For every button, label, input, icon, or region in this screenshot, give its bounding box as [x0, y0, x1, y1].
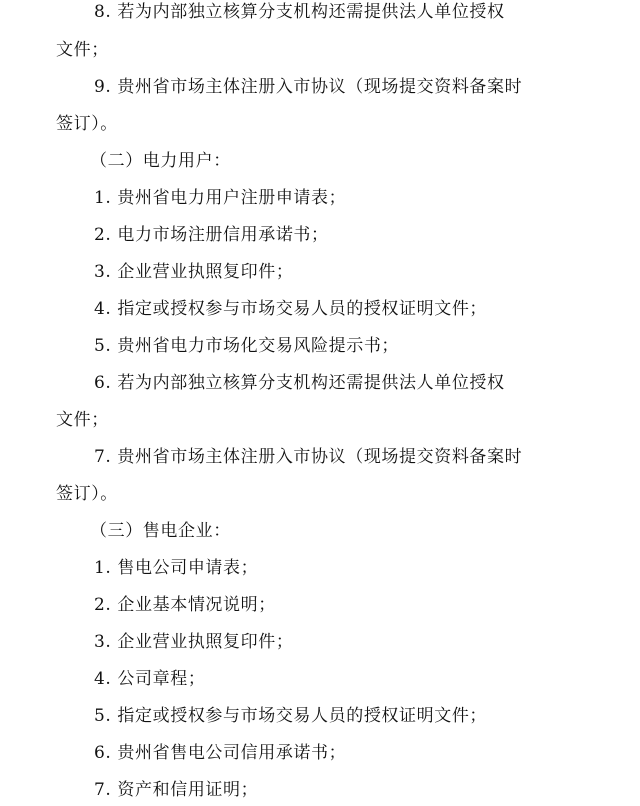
text-line: 6. 贵州省售电公司信用承诺书； [94, 743, 347, 763]
text-line: 5. 贵州省电力市场化交易风险提示书； [94, 336, 400, 356]
text-line: 2. 电力市场注册信用承诺书； [94, 225, 329, 245]
text-line: 6. 若为内部独立核算分支机构还需提供法人单位授权 [94, 373, 505, 393]
text-line: 4. 指定或授权参与市场交易人员的授权证明文件； [94, 299, 488, 319]
text-line: 2. 企业基本情况说明； [94, 595, 276, 615]
text-line: 7. 资产和信用证明； [94, 780, 259, 800]
text-line: 1. 贵州省电力用户注册申请表； [94, 188, 347, 208]
section-heading: （二）电力用户： [90, 151, 231, 171]
text-line: 3. 企业营业执照复印件； [94, 632, 294, 652]
text-line: 1. 售电公司申请表； [94, 558, 259, 578]
text-line: 签订）。 [56, 484, 118, 504]
text-line: 3. 企业营业执照复印件； [94, 262, 294, 282]
text-line: 签订）。 [56, 114, 118, 134]
text-line: 文件； [56, 410, 109, 430]
text-line: 4. 公司章程； [94, 669, 206, 689]
text-line: 7. 贵州省市场主体注册入市协议（现场提交资料备案时 [94, 447, 523, 467]
text-line: 9. 贵州省市场主体注册入市协议（现场提交资料备案时 [94, 77, 523, 97]
text-line: 5. 指定或授权参与市场交易人员的授权证明文件； [94, 706, 488, 726]
text-line: 8. 若为内部独立核算分支机构还需提供法人单位授权 [94, 2, 505, 22]
text-line: 文件； [56, 40, 109, 60]
section-heading: （三）售电企业： [90, 521, 231, 541]
